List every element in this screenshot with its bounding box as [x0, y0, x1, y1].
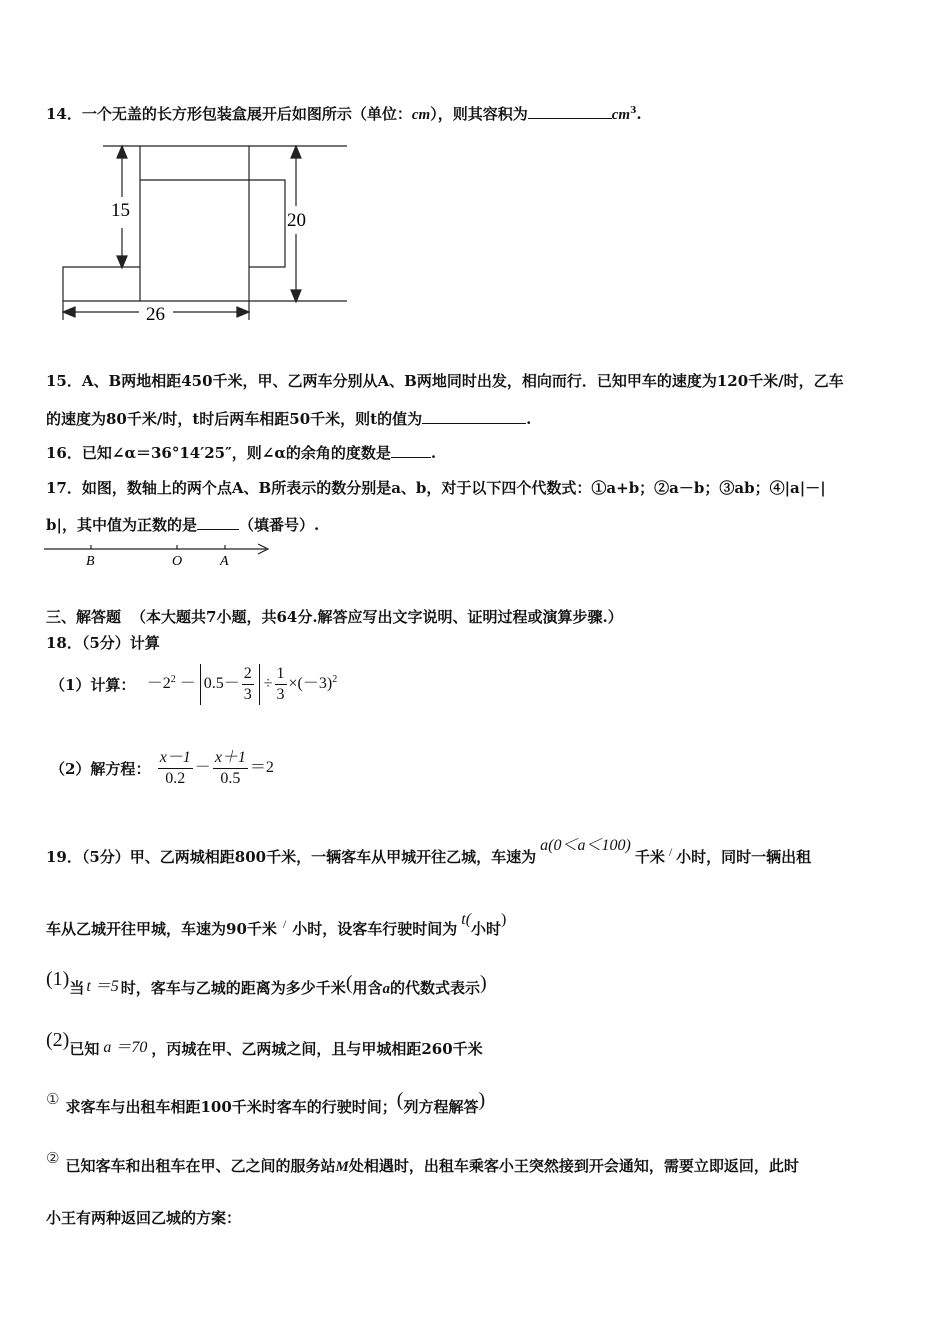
q14-answer-blank	[528, 104, 612, 119]
q15-line1: 15．A、B两地相距450千米，甲、乙两车分别从A、B两地同时出发，相向而行．已知甲车的速度为120千米/时，乙车	[46, 372, 844, 390]
q18-part1-expression: $-2^2 - 0.5-$ $\frac{2}{3}$ ÷ $\frac{1}{3}$ $\times(-3)^2$	[146, 665, 338, 703]
label-15: 15	[111, 200, 130, 221]
q15-answer-blank	[422, 409, 526, 424]
q18-part2-equation: $\frac{x-1}{0.2}$ － $\frac{x+1}{0.5}$ ＝2	[159, 749, 274, 787]
label-26: 26	[146, 304, 165, 325]
section-3-heading: 三、解答题 （本大题共7小题，共64分.解答应写出文字说明、证明过程或演算步骤.）	[46, 608, 623, 626]
q19-part2: (2)已知 a ＝70 ，丙城在甲、乙两城之间，且与甲城相距260千米	[46, 1029, 483, 1058]
q14-line: 14．一个无盖的长方形包装盒展开后如图所示（单位：cm），则其容积为 $cm^3$.	[46, 105, 642, 123]
q16-answer-blank	[391, 443, 431, 458]
q17-line2: b|，其中值为正数的是 （填番号）.	[46, 516, 320, 534]
q17-line1: 17．如图，数轴上的两个点A、B所表示的数分别是a、b，对于以下四个代数式：①a+b；②a－b；③ab；④|a|－|	[46, 479, 826, 497]
q19-line2: 车从乙城开往甲城，车速为90千米 / 小时，设客车行驶时间为t(小时)	[46, 911, 507, 938]
label-20: 20	[287, 210, 306, 231]
number-line	[44, 540, 274, 570]
point-B-label: B	[86, 554, 95, 569]
q19-subpart2-line2: 小王有两种返回乙城的方案：	[46, 1209, 242, 1227]
q19-subpart1: ① 求客车与出租车相距100千米时客车的行驶时间；(列方程解答)	[46, 1089, 486, 1116]
box-net-figure	[55, 140, 355, 330]
q16-line: 16．已知∠α＝36°14′25″，则∠α的余角的度数是 .	[46, 444, 437, 462]
q17-answer-blank	[197, 515, 239, 530]
q19-line1: 19．（5分）甲、乙两城相距800千米，一辆客车从甲城开往乙城，车速为a(0＜a＜100)千米 / 小时，同时一辆出租	[46, 837, 812, 866]
point-A-label: A	[220, 554, 229, 569]
q18-part1: （1）计算： $-2^2 - 0.5-$ $\frac{2}{3}$ ÷ $\frac{1}{3}$ $\times(-3)^2$	[50, 665, 338, 703]
q18-header: 18．（5分）计算	[46, 634, 160, 652]
q19-subpart2-line1: ② 已知客车和出租车在甲、乙之间的服务站M处相遇时，出租车乘客小王突然接到开会通知，需要立即返回，此时	[46, 1149, 799, 1175]
q18-part2: （2）解方程： $\frac{x-1}{0.2}$ － $\frac{x+1}{0.5}$ ＝2	[50, 749, 274, 787]
origin-O-label: O	[172, 554, 183, 569]
q15-line2: 的速度为80千米/时，t时后两车相距50千米，则t的值为 .	[46, 410, 532, 428]
q19-part1: (1)当 t ＝5 时，客车与乙城的距离为多少千米(用含a的代数式表示)	[46, 968, 487, 997]
